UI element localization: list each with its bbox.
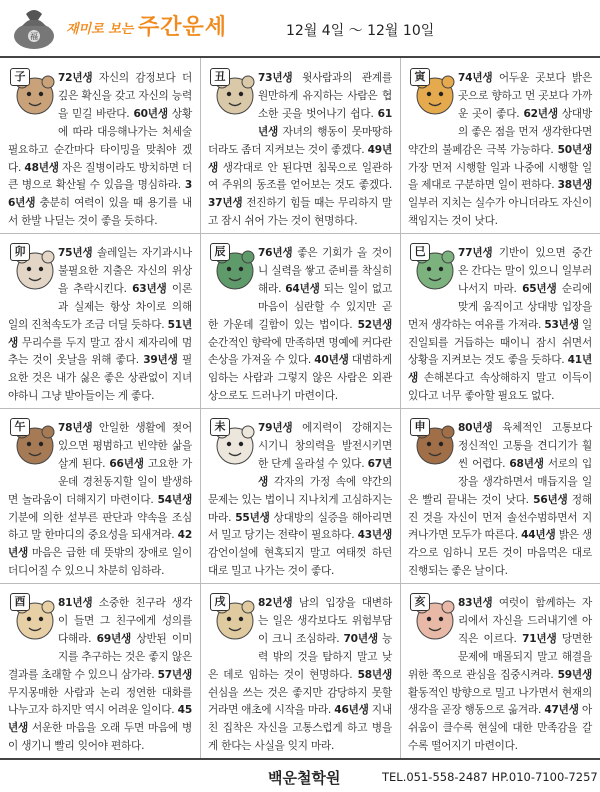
fortune-sentence: 활동적인 방향으로 밀고 나가면서 현재의 생각을 곧장 행동으로 옮겨라. [408,686,592,717]
row-divider [0,583,600,584]
zodiac-char-badge: 亥 [410,593,430,611]
fortune-sentence: 지내친 집착은 자신을 고통스럽게 하고 병을 게 한다는 사실을 잊지 마라. [208,704,392,753]
birth-year: 70년생 [343,632,378,645]
zodiac-cell [200,583,400,758]
fortune-sentence: 감언이설에 현혹되지 말고 여태껏 하던 대로 밀고 나가는 것이 좋다. [208,547,392,578]
horse-icon [10,418,56,468]
zodiac-cell [0,233,200,408]
dragon-icon [210,243,256,293]
birth-year: 50년생 [557,143,592,156]
birth-year: 62년생 [523,107,558,120]
fortune-sentence: 상대방의 좋은 점을 먼저 생각한다면 약간의 불페감은 극복 가능하다. [408,107,592,156]
zodiac-cell [0,58,200,233]
fortune-sentence: 남의 입장을 대변하는 일은 생각보다도 위험부담이 크니 조심하라. [258,597,392,645]
fortune-sentence: 윗사람과의 관계를 원만하게 유지하는 사람은 협소한 곳을 벗어나기 쉽다. [258,72,392,120]
fortune-sentence: 기반이 있으면 중간은 간다는 말이 있으니 일부러 나서지 마라. [458,247,592,295]
fortune-sentence: 상반된 이미지를 추구하는 것은 좋지 않은 결과를 초래할 수 있으니 삼가라. [8,632,192,681]
fortune-sentence: 가장 먼저 시행할 일과 나중에 시행할 일을 제대로 구분하면 일이 편하다. [408,161,592,192]
header-subtitle: 재미로 보는 [66,22,134,37]
fortune-sentence: 이론과 실제는 항상 차이로 의해 일의 진척속도가 조금 더딜 듯하다. [8,282,192,331]
birth-year: 45년생 [8,704,192,735]
rabbit-icon [10,243,56,293]
fortune-sentence: 능력 밖의 것을 탐하지 말고 낮은 데로 임하는 것이 현명하다. [208,632,393,681]
fortune-sentence: 기분에 의한 섣부른 판단과 약속을 조심하고 말 한마디의 중요성을 되새겨라. [8,511,192,542]
academy-name: 백운철학원 [268,769,341,787]
zodiac-cell [0,408,200,583]
ox-icon [210,68,256,118]
zodiac-char-badge: 子 [10,68,30,86]
birth-year: 82년생 [258,597,293,609]
fortune-sentence: 서운한 마음을 오래 두면 마음에 병이 생기니 빨리 잊어야 편하다. [8,722,192,753]
snake-icon [410,243,456,293]
fortune-sentence: 솔레일는 자기과시나 불필요한 지출은 자신의 위상을 추락시킨다. [58,247,192,295]
fortune-sentence: 좋은 기회가 올 것이니 실력을 쌓고 준비를 착실히 해라. [258,247,392,295]
birth-year: 58년생 [357,668,392,681]
fortune-sentence: 순간적인 향락에 만족하면 명예에 커다란 손상을 가져올 수 있다. [208,336,392,367]
fortune-sentence: 일진일퇴를 거듭하는 때이니 잠시 쉬면서 상황을 지켜보는 것도 좋을 듯하다. [408,318,592,367]
fortune-sentence: 아쉬움이 클수록 현실에 대한 만족감을 갈수록 떨어지기 마련이다. [408,704,592,753]
page-title: 주간운세 [138,15,228,40]
birth-year: 54년생 [157,493,192,506]
fortune-sentence: 자신의 감정보다 더 깊은 확신을 갖고 자신의 능력을 믿길 바란다. [58,72,192,120]
fortune-sentence: 밝은 생각으로 임하니 모든 것이 마음먹은 대로 진행되는 좋은 날이다. [408,529,593,578]
birth-year: 37년생 [208,197,243,210]
birth-year: 75년생 [58,247,93,259]
birth-year: 59년생 [557,668,592,681]
date-range: 12월 4일 ～ 12월 10일 [286,23,435,39]
zodiac-cell [0,583,200,758]
birth-year: 80년생 [458,422,493,434]
birth-year: 73년생 [258,72,293,84]
zodiac-char-badge: 申 [410,418,430,436]
birth-year: 65년생 [522,282,557,295]
birth-year: 69년생 [96,632,132,645]
zodiac-cell [400,583,600,758]
fortune-sentence: 서로의 입장을 생각하면서 매듭지을 일은 빨리 끝내는 것이 낫다. [408,457,592,506]
zodiac-char-badge: 巳 [410,243,430,261]
birth-year: 72년생 [58,72,93,84]
birth-year: 41년생 [408,354,592,385]
zodiac-cell [200,58,400,233]
fortune-sentence: 여럿이 함께하는 자리에서 자신을 드러내기엔 아직은 이르다. [458,597,592,645]
fortune-sentence: 마음은 급한 데 뜻밖의 장애로 일이 더디어질 수 있으니 차분히 임하라. [8,547,192,578]
header [0,0,600,58]
birth-year: 42년생 [8,529,192,560]
monkey-icon [410,418,456,468]
birth-year: 78년생 [58,422,93,434]
birth-year: 53년생 [544,318,579,331]
birth-year: 81년생 [58,597,93,609]
pig-icon [410,593,456,643]
birth-year: 44년생 [521,529,556,542]
fortune-sentence: 안일한 생활에 젖어 있으면 평범하고 빈약한 삶을 살게 된다. [58,422,192,470]
fortune-sentence: 육체적인 고통보다 정신적인 고통을 견디기가 훨씬 어렵다. [458,422,592,470]
fortune-sentence: 일부러 지치는 실수가 아니더라도 자신이 책임지는 것이 낫다. [408,197,592,228]
zodiac-char-badge: 酉 [10,593,30,611]
zodiac-char-badge: 丑 [210,68,230,86]
fortune-sentence: 대범하게 임하는 사람과 그렇지 않은 사람은 외관상으로도 드러나기 마련이다. [208,354,392,403]
zodiac-char-badge: 未 [210,418,230,436]
birth-year: 48년생 [24,161,59,174]
row-divider [0,408,600,409]
fortune-sentence: 상황에 따라 대응해나가는 처세술 필요하고 순간마다 타이밍을 맞춰야 겠다. [8,107,192,174]
fortune-sentence: 자은 질병이라도 방치하면 더 큰 병으로 확산될 수 있음을 명심하라. [8,161,192,192]
fortune-sentence: 필요한 것은 내가 싫은 좋은 상관없이 지녀야하니 그냥 받아들이는 게 좋다. [8,354,193,403]
birth-year: 39년생 [143,354,178,367]
birth-year: 61년생 [258,107,392,138]
birth-year: 60년생 [133,107,168,120]
zodiac-cell [400,233,600,408]
fortune-sentence: 에지력이 강해지는 시기니 창의력을 발전시키면 한 단계 올라설 수 있다. [258,422,392,470]
fortune-sentence: 당면한 문제에 매몰되지 말고 해결을 위한 쪽으로 관심을 집중시켜라. [408,632,592,681]
birth-year: 77년생 [458,247,493,259]
zodiac-char-badge: 午 [10,418,30,436]
birth-year: 51년생 [8,318,192,349]
footer [0,758,600,792]
birth-year: 57년생 [157,668,192,681]
fortune-sentence: 상대방의 실증을 해아리면서 밀고 당기는 전략이 필요하다. [208,511,392,542]
fortune-sentence: 무리수를 두지 말고 잠시 제자리에 멈추는 것이 옷날을 위해 좋다. [8,336,192,367]
zodiac-cell [400,58,600,233]
tiger-icon [410,68,456,118]
birth-year: 49년생 [208,143,392,174]
birth-year: 56년생 [533,493,568,506]
fortune-sentence: 어두운 곳보다 밝은 곳으로 향하고 먼 곳보다 가까운 곳이 좋다. [458,72,592,120]
birth-year: 74년생 [458,72,493,84]
row-divider [0,233,600,234]
zodiac-char-badge: 寅 [410,68,430,86]
fortune-sentence: 되는 일이 없고 마음이 심란할 수 있지만 곧 한 가운데 길함이 있는 법이다. [208,282,392,331]
birth-year: 68년생 [509,457,544,470]
zodiac-cell [400,408,600,583]
zodiac-cell [200,408,400,583]
fortune-sentence: 자녀의 행동이 못마땅하더라도 좀더 지켜보는 것이 좋겠다. [208,125,392,156]
zodiac-char-badge: 辰 [210,243,230,261]
zodiac-char-badge: 戌 [210,593,230,611]
birth-year: 64년생 [285,282,320,295]
fortune-sentence: 손해본다고 속상해하지 말고 이득이 있다고 너무 좋아할 필요도 없다. [408,372,592,403]
fortune-sentence: 무지몽매한 사람과 논리 정연한 대화를 나누고자 하지만 역시 어려운 일이다. [8,686,192,717]
birth-year: 40년생 [314,354,349,367]
birth-year: 79년생 [258,422,293,434]
svg-text:福: 福 [30,32,38,41]
birth-year: 52년생 [357,318,392,331]
birth-year: 43년생 [357,529,392,542]
contact-info: TEL.051-558-2487 HP.010-7100-7257 [382,770,598,784]
fortune-sentence: 생각대로 안 된다면 침묵으로 일관하여 주위의 동조를 얻어보는 것도 좋겠다. [208,161,392,192]
fortune-sentence: 충분히 여력이 있을 때 용기를 내서 한발 나딛는 것이 좋을 듯하다. [8,197,192,228]
birth-year: 47년생 [544,704,579,717]
birth-year: 38년생 [557,179,592,192]
birth-year: 63년생 [132,282,167,295]
birth-year: 55년생 [235,511,270,524]
birth-year: 36년생 [8,179,192,210]
rooster-icon [10,593,56,643]
zodiac-char-badge: 卯 [10,243,30,261]
fortune-sentence: 전진하기 힘들 때는 무리하지 말고 잠시 쉬어 가는 것이 현명하다. [208,197,392,228]
fortune-sentence: 고요한 가운데 경천동지할 일이 발생하면 놀라움이 더해지기 마련이다. [8,457,192,506]
birth-year: 71년생 [522,632,557,645]
fortune-sentence: 정해진 것을 자신이 먼저 솔선수범하면서 지켜나가면 모두가 따른다. [408,493,592,542]
fortune-sentence: 각자의 가정 속에 약간의 문제는 있는 법이니 지나치게 고심하지는 마라. [208,475,392,524]
birth-year: 66년생 [109,457,144,470]
sheep-icon [210,418,256,468]
rat-icon [10,68,56,118]
fortune-sentence: 소중한 친구라 생각이 들면 그 친구에게 성의를 다해라. [58,597,192,645]
zodiac-cell [200,233,400,408]
fortune-sentence: 쉰심을 쓰는 것은 좋지만 감당하지 못할 거라면 애초에 시작을 마라. [208,686,392,717]
birth-year: 83년생 [458,597,493,609]
birth-year: 67년생 [258,457,392,488]
birth-year: 46년생 [334,704,369,717]
fortune-pouch-logo-icon [8,6,60,50]
dog-icon [210,593,256,643]
birth-year: 76년생 [258,247,293,259]
fortune-sentence: 순리에 맞게 움직이고 상대방 입장을 먼저 생각하는 여유를 가져라. [408,282,592,331]
